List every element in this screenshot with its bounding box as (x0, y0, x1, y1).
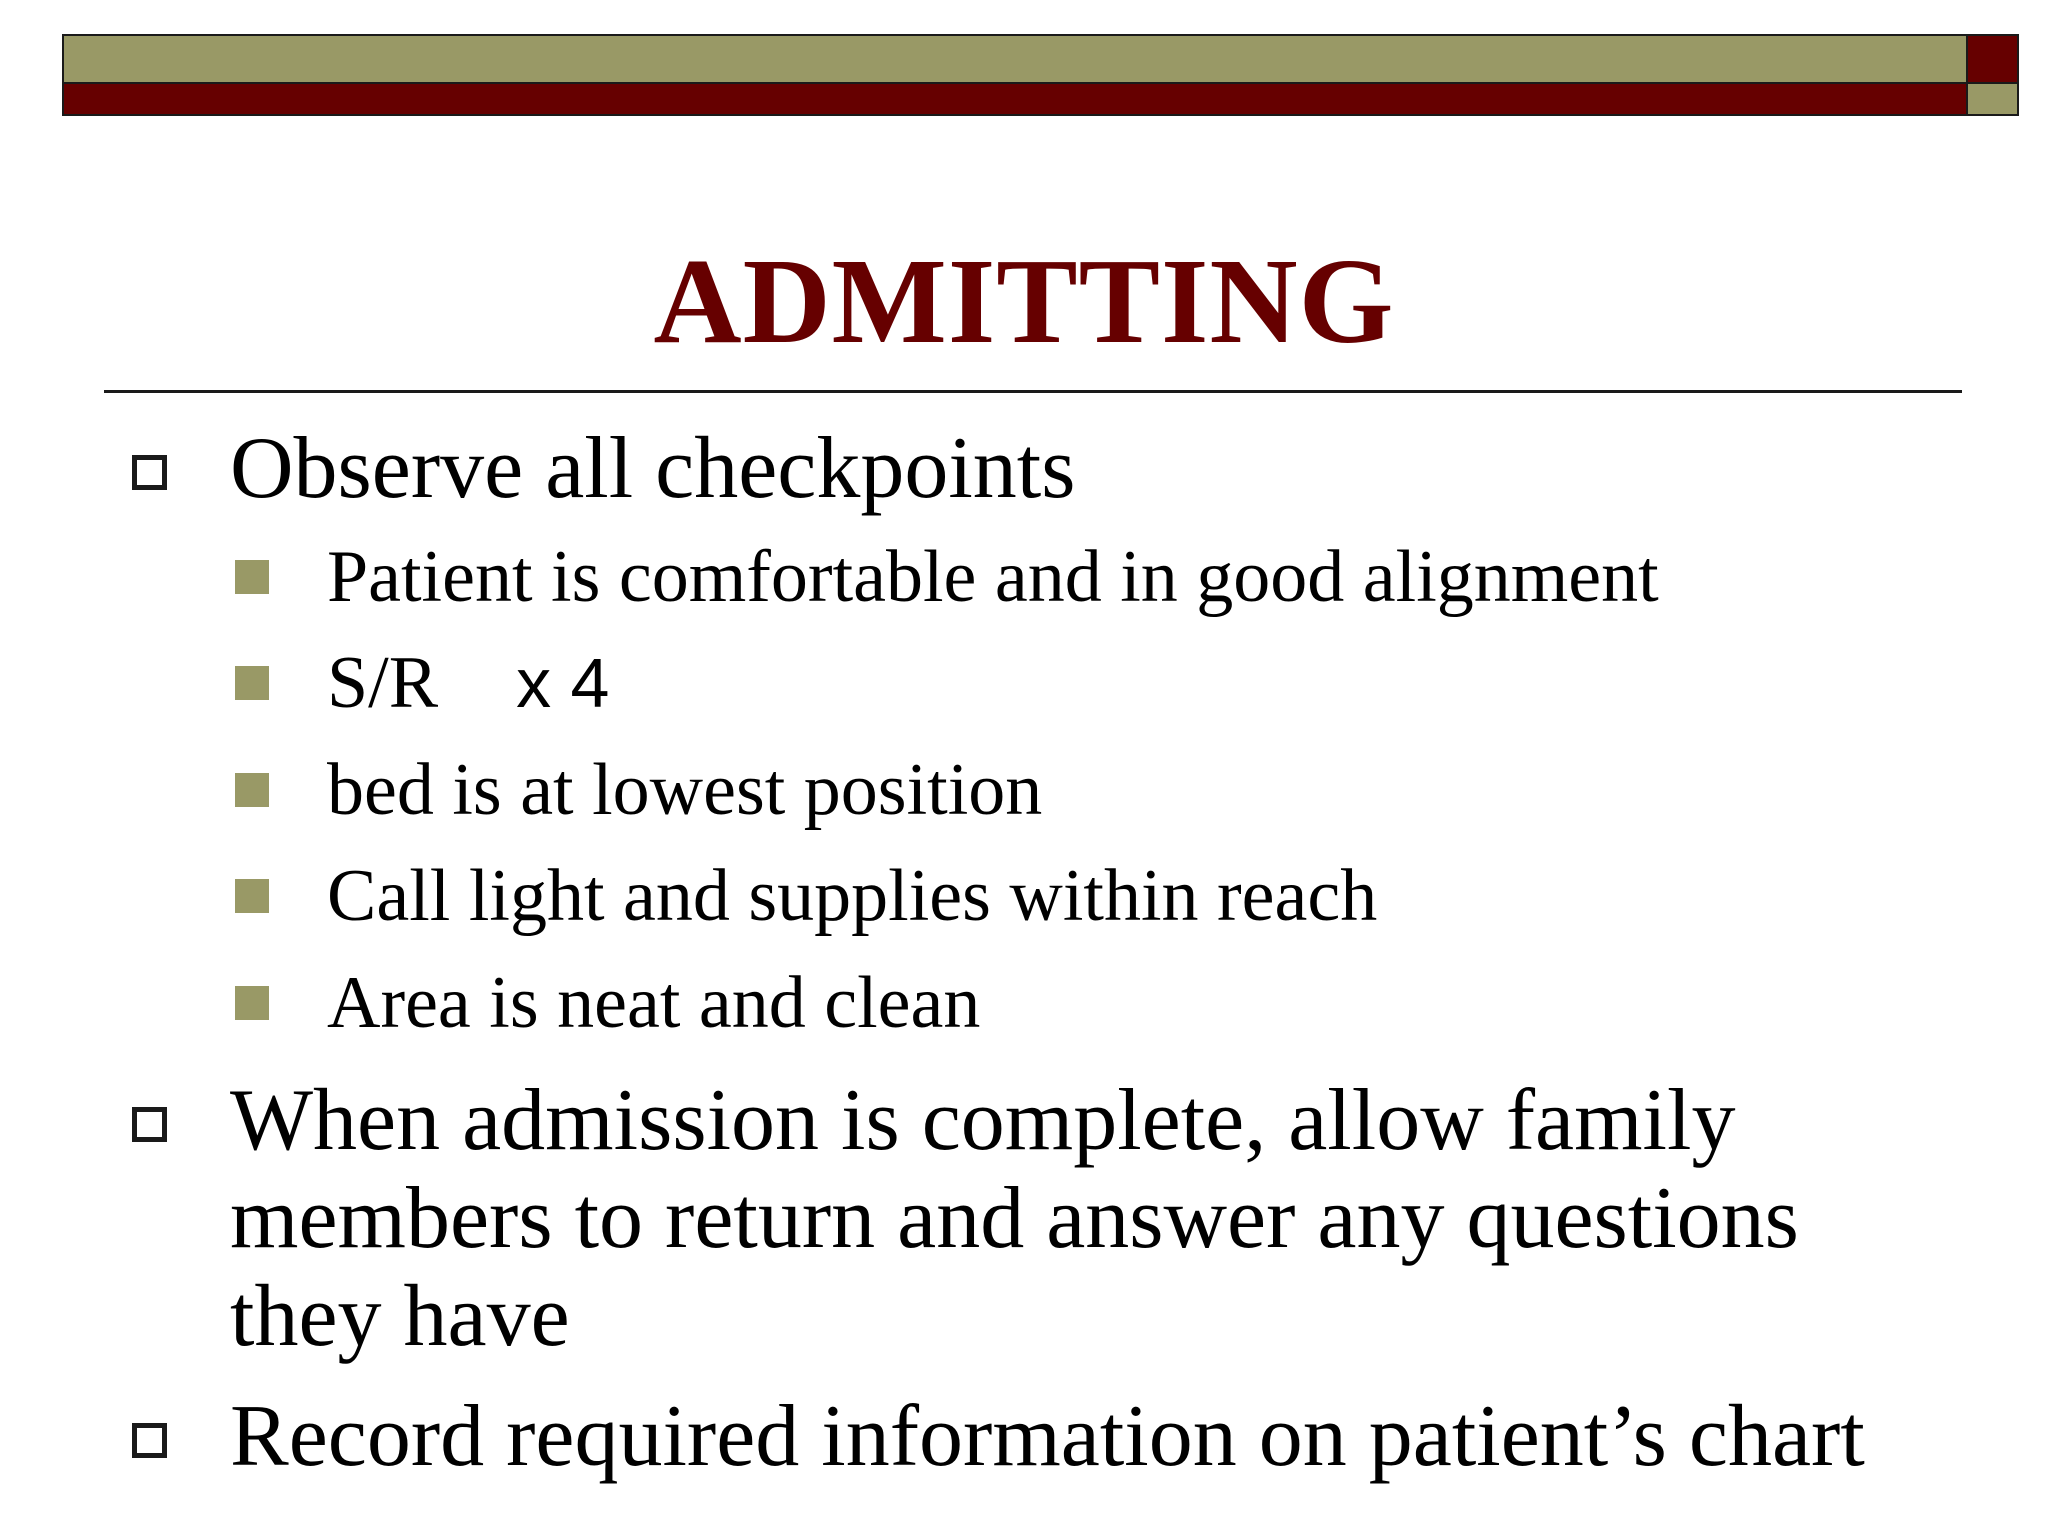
sub-bullet-text: Area is neat and clean (327, 962, 981, 1044)
header-corner-square-olive (1968, 84, 2019, 116)
filled-square-bullet-icon (235, 666, 269, 700)
bullet-text: When admission is complete, allow family members to return and answer any questions they have (230, 1072, 1799, 1365)
slide-title: ADMITTING (653, 234, 1395, 369)
bullet-text: Record required information on patient’s chart (230, 1388, 1865, 1485)
hollow-square-bullet-icon (132, 455, 167, 490)
title-divider (104, 390, 1962, 393)
filled-square-bullet-icon (235, 879, 269, 913)
header-decoration-bar (62, 34, 2019, 116)
sub-bullet-text: Call light and supplies within reach (327, 855, 1378, 937)
filled-square-bullet-icon (235, 560, 269, 594)
header-corner-square-maroon (1968, 34, 2019, 84)
sub-bullet-text: Patient is comfortable and in good alignment (327, 536, 1659, 618)
sub-bullet-text: bed is at lowest position (327, 749, 1043, 831)
bullet-text: Observe all checkpoints (230, 420, 1076, 517)
filled-square-bullet-icon (235, 773, 269, 807)
hollow-square-bullet-icon (132, 1423, 167, 1458)
header-olive-stripe (62, 34, 1968, 84)
filled-square-bullet-icon (235, 986, 269, 1020)
sub-bullet-main-text: S/R (327, 642, 439, 724)
hollow-square-bullet-icon (132, 1107, 167, 1142)
header-maroon-stripe (62, 84, 1968, 116)
sub-bullet-text (327, 640, 1887, 726)
sub-bullet-suffix: x 4 (516, 644, 610, 722)
